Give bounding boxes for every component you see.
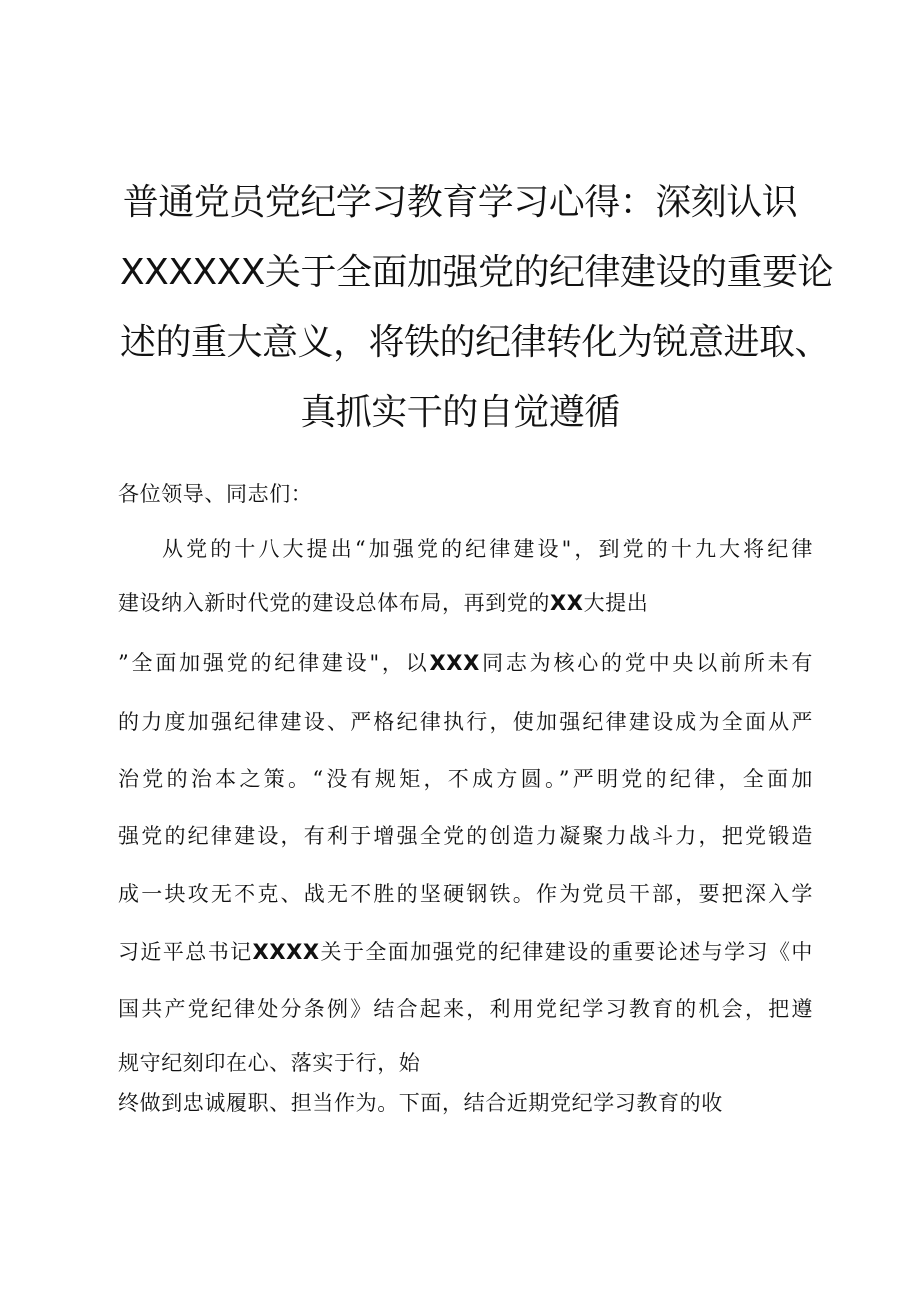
title-line-2: XXXXXX关于全面加强党的纪律建设的重要论: [120, 252, 833, 293]
body-line-10: 规守纪刻印在心、落实于行，始: [118, 1051, 421, 1075]
document-title: [120, 168, 833, 448]
body-line-1: 从党的十八大提出“加强党的纪律建设"，到党的十九大将纪律: [162, 537, 813, 561]
title-line-1: 普通党员党纪学习教育学习心得：深刻认识: [122, 182, 798, 223]
body-line-6: 强党的纪律建设，有利于增强全党的创造力凝聚力战斗力，把党锻造: [118, 824, 813, 848]
body-line-4: 的力度加强纪律建设、严格纪律执行，使加强纪律建设成为全面从严: [118, 710, 813, 734]
body-line-5: 治党的治本之策。“没有规矩，不成方圆。”严明党的纪律，全面加: [118, 767, 813, 791]
body-line-7: 成一块攻无不克、战无不胜的坚硬钢铁。作为党员干部，要把深入学: [118, 882, 813, 906]
body-line-2: 建设纳入新时代党的建设总体布局，再到党的XX大提出: [118, 591, 649, 615]
salutation: 各位领导、同志们：: [118, 482, 313, 506]
body-line-11: 终做到忠诚履职、担当作为。下面，结合近期党纪学习教育的收: [118, 1091, 723, 1115]
title-line-3: 述的重大意义，将铁的纪律转化为锐意进取、: [120, 322, 831, 363]
body-line-8: 习近平总书记XXXX关于全面加强党的纪律建设的重要论述与学习《中: [118, 940, 813, 964]
body-line-3: ”全面加强党的纪律建设"，以XXX同志为核心的党中央以前所未有: [118, 651, 814, 675]
title-line-4: 真抓实干的自觉遵循: [300, 392, 620, 433]
body-line-9: 国共产党纪律处分条例》结合起来，利用党纪学习教育的机会，把遵: [118, 997, 813, 1021]
